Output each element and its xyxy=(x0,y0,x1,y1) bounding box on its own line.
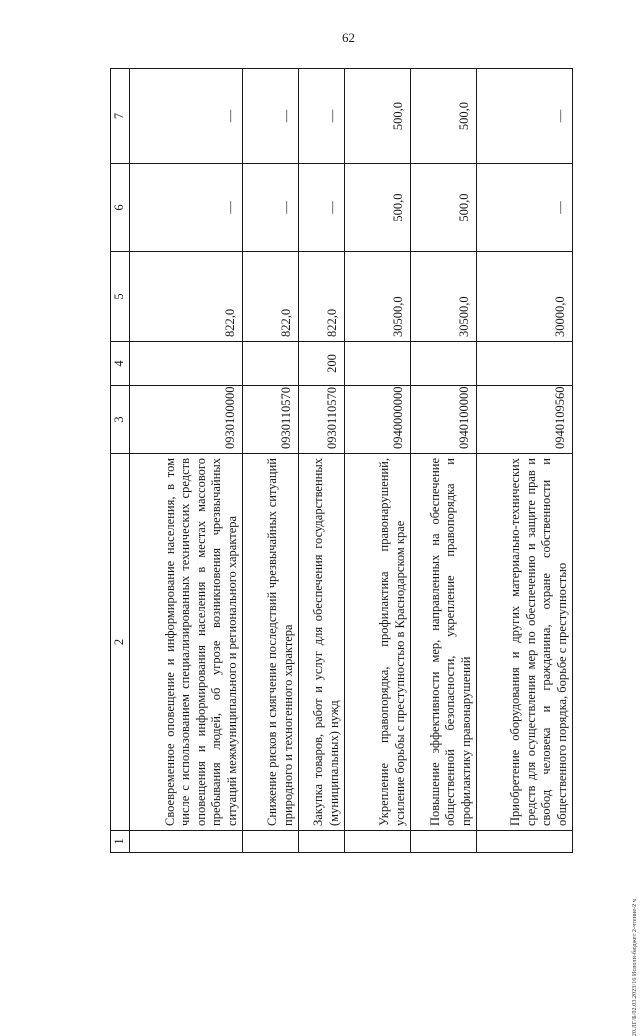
amount-cell: 500,0 xyxy=(345,164,411,252)
amount-cell: 30500,0 xyxy=(345,252,411,342)
expense-type-cell xyxy=(243,342,299,386)
page-number: 62 xyxy=(342,30,355,45)
column-header: 6 xyxy=(111,164,130,252)
rotated-table-wrapper xyxy=(110,69,612,853)
expense-type-cell xyxy=(345,342,411,386)
table-header-row xyxy=(111,69,130,853)
expense-type-cell xyxy=(411,342,477,386)
budget-table xyxy=(110,68,573,853)
expense-type-cell xyxy=(477,342,573,386)
amount-cell: 500,0 xyxy=(411,69,477,164)
code-cell: 0930110570 xyxy=(243,386,299,454)
code-cell: 0930100000 xyxy=(130,386,243,454)
amount-cell: — xyxy=(299,164,345,252)
table-row xyxy=(477,69,573,853)
table-row xyxy=(243,69,299,853)
column-header: 1 xyxy=(111,831,130,853)
amount-cell: 500,0 xyxy=(345,69,411,164)
column-header: 3 xyxy=(111,386,130,454)
amount-cell: — xyxy=(243,69,299,164)
amount-cell: — xyxy=(130,164,243,252)
description-cell: Повышение эффективности мер, направленных на обеспечение общественной безопасности, укрепление правопорядка и профилактику правонарушений xyxy=(411,454,477,831)
amount-cell: 500,0 xyxy=(411,164,477,252)
amount-cell: — xyxy=(477,69,573,164)
expense-type-cell: 200 xyxy=(299,342,345,386)
amount-cell: — xyxy=(299,69,345,164)
column-header: 7 xyxy=(111,69,130,164)
row-number-cell xyxy=(243,831,299,853)
amount-cell: — xyxy=(130,69,243,164)
amount-cell: 30000,0 xyxy=(477,252,573,342)
amount-cell: — xyxy=(477,164,573,252)
column-header: 5 xyxy=(111,252,130,342)
row-number-cell xyxy=(477,831,573,853)
table-row xyxy=(299,69,345,853)
row-number-cell xyxy=(345,831,411,853)
amount-cell: 822,0 xyxy=(243,252,299,342)
code-cell: 0940100000 xyxy=(411,386,477,454)
table-row xyxy=(130,69,243,853)
row-number-cell xyxy=(411,831,477,853)
code-cell: 0930110570 xyxy=(299,386,345,454)
column-header: 4 xyxy=(111,342,130,386)
document-footer-code: 20.ЛГ/Б/02.03.2023/16 Исполн-бюджет 2-чтение-2 ч xyxy=(632,899,638,1036)
description-cell: Приобретение оборудования и других материально-технических средств для осуществления мер по обеспечению и защите прав и свобод человека и гражданина, охране собственности и общественного порядка, борьбе с преступностью xyxy=(477,454,573,831)
column-header: 2 xyxy=(111,454,130,831)
amount-cell: — xyxy=(243,164,299,252)
row-number-cell xyxy=(130,831,243,853)
description-cell: Снижение рисков и смягчение последствий чрезвычайных ситуаций природного и техногенного характера xyxy=(243,454,299,831)
description-cell: Закупка товаров, работ и услуг для обеспечения государственных (муниципальных) нужд xyxy=(299,454,345,831)
table-row xyxy=(411,69,477,853)
amount-cell: 822,0 xyxy=(130,252,243,342)
amount-cell: 822,0 xyxy=(299,252,345,342)
description-cell: Своевременное оповещение и информирование населения, в том числе с использованием специализированных технических средств оповещения и информирования населения в местах массового пребывания людей, об угрозе возникновения чрезвычайных ситуаций межмуниципального и регионального характера xyxy=(130,454,243,831)
code-cell: 0940109560 xyxy=(477,386,573,454)
amount-cell: 30500,0 xyxy=(411,252,477,342)
row-number-cell xyxy=(299,831,345,853)
code-cell: 0940000000 xyxy=(345,386,411,454)
expense-type-cell xyxy=(130,342,243,386)
table-row xyxy=(345,69,411,853)
description-cell: Укрепление правопорядка, профилактика правонарушений, усиление борьбы с преступностью в Краснодарском крае xyxy=(345,454,411,831)
